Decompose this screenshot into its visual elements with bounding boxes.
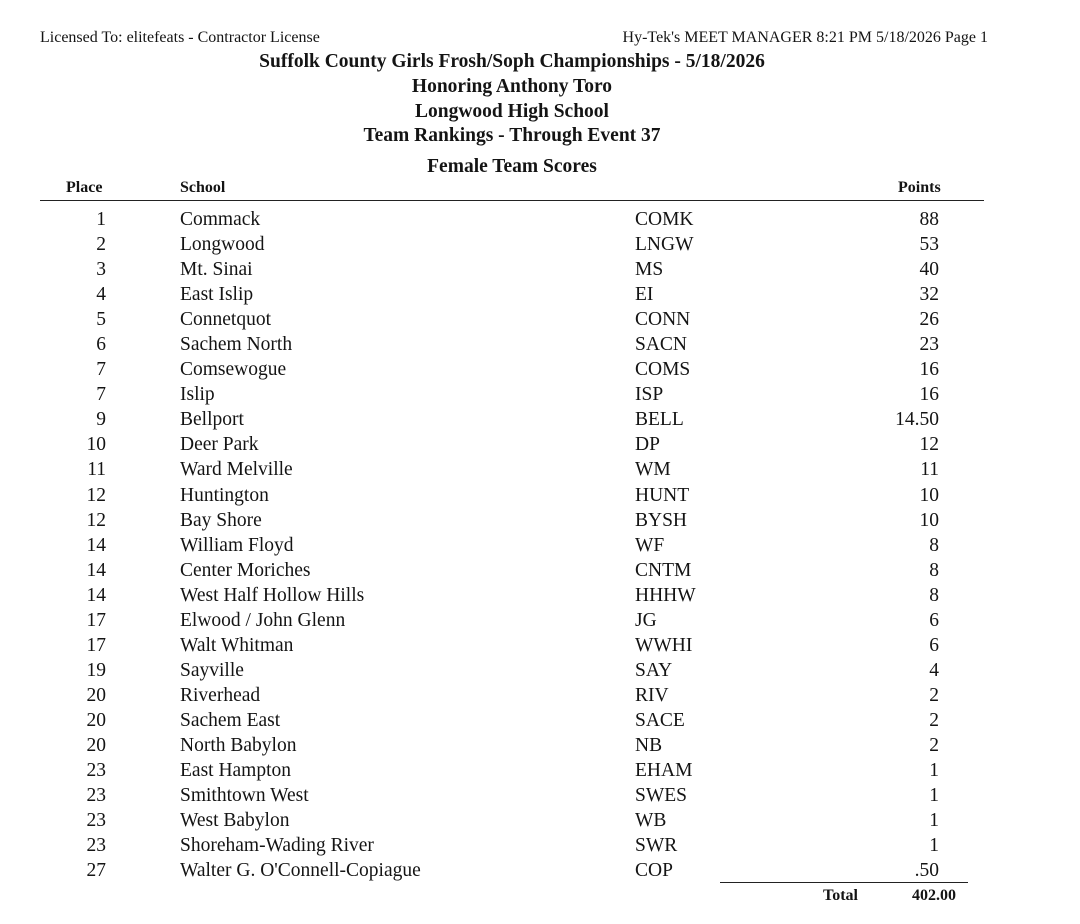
section-title: Female Team Scores [427, 156, 597, 178]
points-cell: 4 [929, 659, 939, 681]
school-cell: West Babylon [180, 810, 290, 832]
school-cell: Ward Melville [180, 459, 293, 481]
points-cell: 16 [919, 384, 939, 406]
points-cell: 10 [919, 484, 939, 506]
school-cell: Sachem North [180, 334, 293, 356]
points-cell: 8 [929, 584, 939, 606]
place-cell: 14 [86, 534, 106, 556]
column-header-school: School [180, 179, 226, 196]
school-cell: Sachem East [180, 709, 281, 731]
team-scores-table [0, 207, 1080, 883]
code-cell: CNTM [635, 559, 692, 581]
table-row [0, 357, 1080, 382]
place-cell: 9 [96, 409, 106, 431]
school-cell: Longwood [180, 234, 265, 256]
table-row [0, 533, 1080, 558]
points-cell: 2 [929, 709, 939, 731]
place-cell: 1 [96, 209, 106, 230]
school-cell: Commack [180, 209, 261, 230]
place-cell: 3 [96, 259, 106, 281]
code-cell: COMK [635, 209, 694, 230]
table-row [0, 508, 1080, 533]
table-row [0, 633, 1080, 658]
code-cell: ISP [635, 384, 664, 406]
place-cell: 23 [86, 785, 106, 807]
column-header-place: Place [66, 179, 103, 196]
code-cell: HUNT [635, 484, 690, 506]
table-row [0, 207, 1080, 232]
table-row [0, 608, 1080, 633]
table-row [0, 858, 1080, 883]
total-divider [720, 882, 968, 883]
place-cell: 11 [87, 459, 106, 481]
code-cell: BELL [635, 409, 684, 431]
place-cell: 7 [96, 384, 106, 406]
school-cell: Walt Whitman [180, 634, 294, 656]
table-row [0, 683, 1080, 708]
points-cell: 11 [920, 459, 939, 481]
school-cell: Riverhead [180, 684, 261, 706]
code-cell: MS [635, 259, 664, 281]
points-cell: 6 [929, 609, 939, 631]
code-cell: COP [635, 860, 673, 882]
school-cell: West Half Hollow Hills [180, 584, 365, 606]
table-row [0, 558, 1080, 583]
table-row [0, 382, 1080, 407]
table-row [0, 733, 1080, 758]
school-cell: East Islip [180, 284, 254, 306]
report-header [40, 29, 988, 51]
school-cell: Bay Shore [180, 509, 262, 531]
venue-line: Longwood High School [415, 100, 609, 122]
code-cell: WM [635, 459, 671, 481]
points-cell: 8 [929, 534, 939, 556]
points-cell: 1 [929, 810, 939, 832]
honoring-line: Honoring Anthony Toro [411, 75, 613, 97]
points-cell: 8 [929, 559, 939, 581]
school-cell: Mt. Sinai [180, 259, 253, 281]
code-cell: HHHW [635, 584, 696, 606]
place-cell: 14 [86, 559, 106, 581]
table-row [0, 783, 1080, 808]
code-cell: RIV [635, 684, 669, 706]
table-row [0, 432, 1080, 457]
header-divider [40, 200, 984, 201]
place-cell: 17 [86, 634, 106, 656]
points-cell: 12 [919, 434, 939, 456]
place-cell: 6 [96, 334, 106, 356]
school-cell: William Floyd [180, 534, 294, 556]
code-cell: LNGW [635, 234, 694, 256]
table-row [0, 232, 1080, 257]
points-cell: 10 [919, 509, 939, 531]
points-cell: 1 [929, 835, 939, 857]
points-cell: 88 [919, 209, 939, 230]
code-cell: COMS [635, 359, 691, 381]
school-cell: Walter G. O'Connell-Copiague [180, 860, 421, 882]
table-row [0, 808, 1080, 833]
school-cell: Center Moriches [180, 559, 311, 581]
place-cell: 17 [86, 609, 106, 631]
code-cell: EHAM [635, 760, 693, 782]
school-cell: Shoreham-Wading River [180, 835, 374, 857]
points-cell: 32 [919, 284, 939, 306]
table-row [0, 708, 1080, 733]
total-label: Total [823, 887, 858, 904]
points-cell: 6 [929, 634, 939, 656]
place-cell: 5 [96, 309, 106, 331]
table-row [0, 658, 1080, 683]
code-cell: SACE [635, 709, 685, 731]
software-timestamp: Hy-Tek's MEET MANAGER 8:21 PM 5/18/2026 Page 1 [622, 29, 988, 46]
table-row [0, 758, 1080, 783]
place-cell: 7 [96, 359, 106, 381]
school-cell: Smithtown West [180, 785, 309, 807]
meet-title: Suffolk County Girls Frosh/Soph Championships - 5/18/2026 [259, 51, 765, 72]
school-cell: Comsewogue [180, 359, 287, 381]
school-cell: North Babylon [180, 734, 297, 756]
code-cell: WF [635, 534, 665, 556]
code-cell: WB [635, 810, 667, 832]
points-cell: 2 [929, 734, 939, 756]
place-cell: 27 [86, 860, 106, 882]
place-cell: 2 [96, 234, 106, 256]
table-row [0, 407, 1080, 432]
school-cell: Islip [180, 384, 215, 406]
code-cell: BYSH [635, 509, 688, 531]
place-cell: 20 [86, 709, 106, 731]
place-cell: 20 [86, 734, 106, 756]
total-value: 402.00 [912, 887, 956, 904]
table-row [0, 483, 1080, 508]
points-cell: 1 [929, 785, 939, 807]
points-cell: 40 [919, 259, 939, 281]
column-header-points: Points [898, 179, 941, 196]
code-cell: DP [635, 434, 660, 456]
table-row [0, 257, 1080, 282]
code-cell: WWHI [635, 634, 693, 656]
place-cell: 23 [86, 760, 106, 782]
code-cell: JG [635, 609, 657, 631]
code-cell: EI [635, 284, 654, 306]
code-cell: SWES [635, 785, 688, 807]
place-cell: 10 [86, 434, 106, 456]
table-row [0, 833, 1080, 858]
school-cell: Bellport [180, 409, 244, 431]
points-cell: 14.50 [895, 409, 939, 431]
points-cell: 16 [919, 359, 939, 381]
school-cell: Sayville [180, 659, 244, 681]
place-cell: 12 [86, 509, 106, 531]
place-cell: 12 [86, 484, 106, 506]
school-cell: Huntington [180, 484, 269, 506]
code-cell: SWR [635, 835, 678, 857]
report-titles [0, 50, 1024, 180]
license-text: Licensed To: elitefeats - Contractor License [40, 29, 320, 46]
table-row [0, 307, 1080, 332]
points-cell: 1 [929, 760, 939, 782]
points-cell: 23 [919, 334, 939, 356]
points-cell: 26 [919, 309, 939, 331]
place-cell: 14 [86, 584, 106, 606]
place-cell: 20 [86, 684, 106, 706]
place-cell: 19 [86, 659, 106, 681]
school-cell: Connetquot [180, 309, 271, 331]
table-row [0, 583, 1080, 608]
place-cell: 23 [86, 810, 106, 832]
school-cell: Deer Park [180, 434, 259, 456]
school-cell: Elwood / John Glenn [180, 609, 346, 631]
table-row [0, 457, 1080, 482]
table-row [0, 282, 1080, 307]
code-cell: SACN [635, 334, 688, 356]
code-cell: SAY [635, 659, 673, 681]
code-cell: NB [635, 734, 663, 756]
school-cell: East Hampton [180, 760, 292, 782]
points-cell: 53 [919, 234, 939, 256]
points-cell: .50 [914, 860, 939, 882]
table-row [0, 332, 1080, 357]
place-cell: 23 [86, 835, 106, 857]
rankings-line: Team Rankings - Through Event 37 [363, 125, 661, 147]
code-cell: CONN [635, 309, 691, 331]
place-cell: 4 [96, 284, 106, 306]
points-cell: 2 [929, 684, 939, 706]
